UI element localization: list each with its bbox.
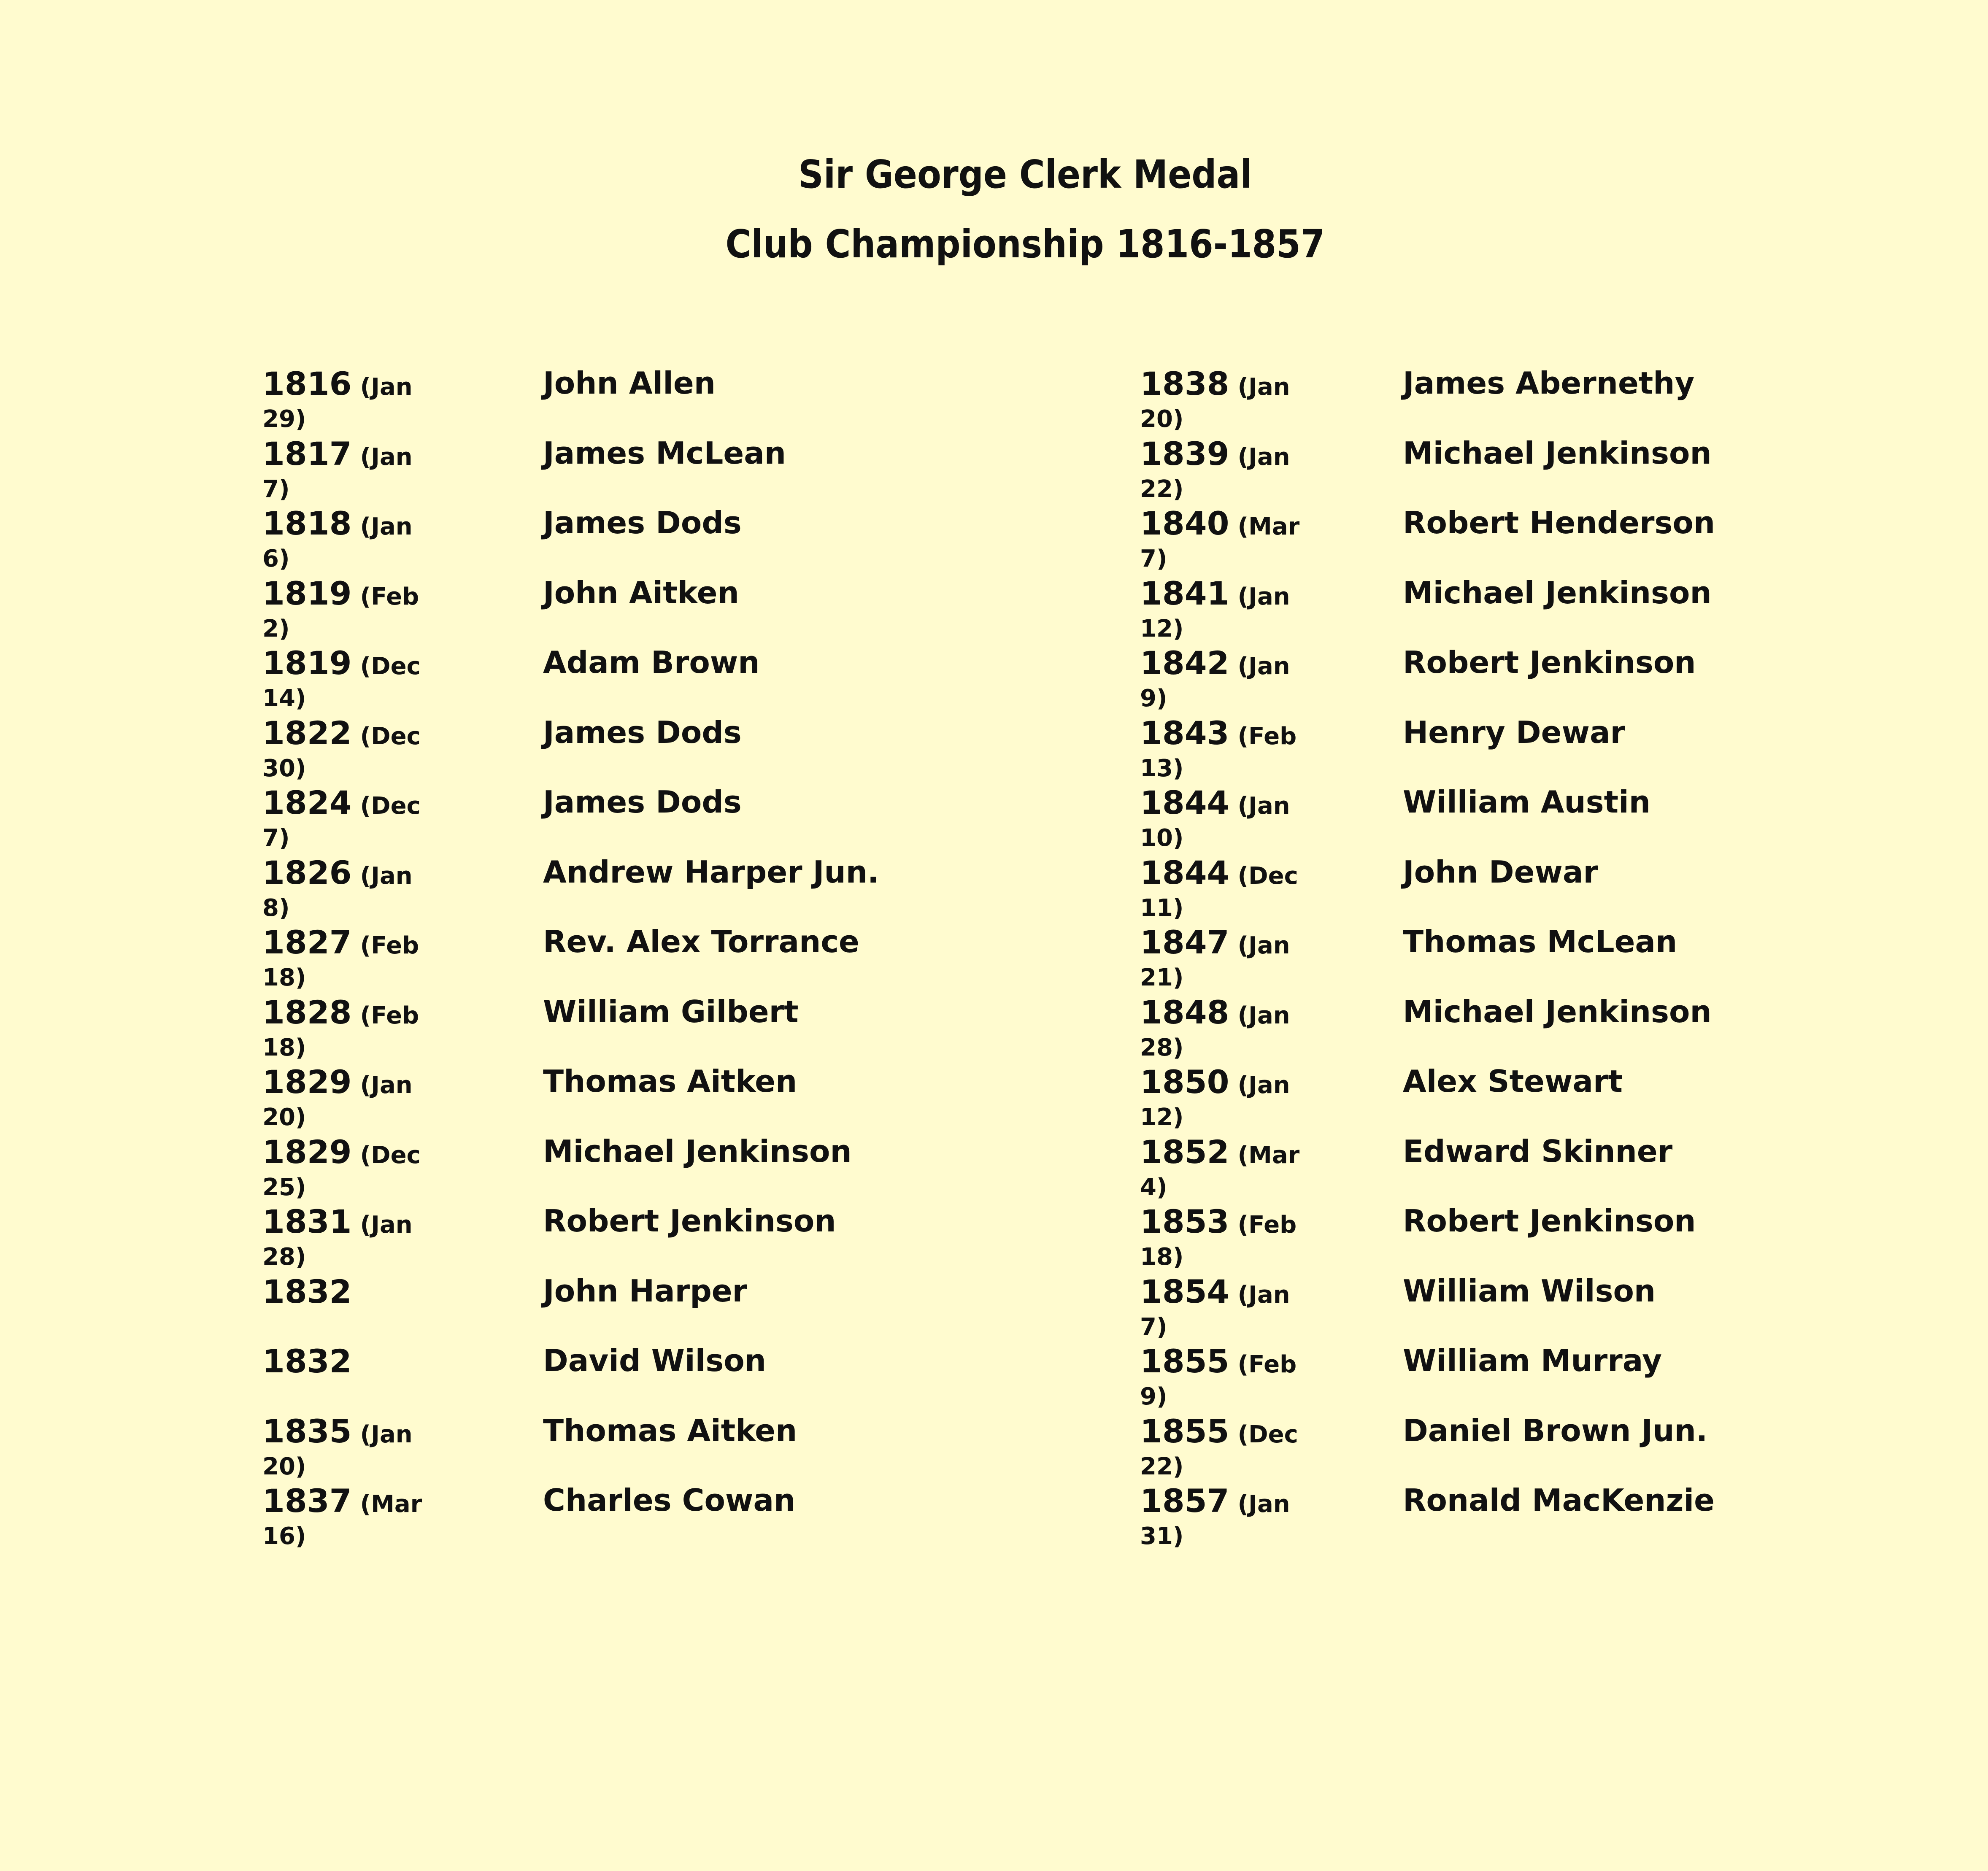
year-text: 1839 [1140,435,1229,472]
year-text: 1847 [1140,923,1229,961]
year-cell [262,505,413,572]
winner-name: Charles Cowan [543,1482,796,1518]
year-cell [1140,1482,1290,1550]
date-text: (Dec 22) [1140,1420,1298,1480]
date-text: (Dec 25) [262,1141,421,1201]
year-text: 1826 [262,853,352,891]
date-text: (Dec 11) [1140,862,1298,922]
year-cell [1140,1272,1290,1341]
year-cell [262,1133,421,1201]
year-cell [262,714,421,782]
year-cell [262,435,413,503]
winner-name: Thomas McLean [1403,924,1677,959]
date-text: (Feb 18) [1140,1211,1297,1271]
date-text: (Mar 4) [1140,1141,1300,1201]
winner-name: Robert Jenkinson [543,1203,836,1239]
year-cell [262,574,419,643]
year-text: 1819 [262,574,352,612]
year-text: 1852 [1140,1133,1229,1171]
year-cell [1140,644,1290,712]
winner-name: Robert Henderson [1403,505,1715,540]
year-text: 1838 [1140,365,1229,402]
winner-name: Thomas Aitken [543,1064,797,1099]
year-cell [262,1342,352,1380]
winner-name: Henry Dewar [1403,714,1626,750]
year-text: 1829 [262,1063,352,1101]
winner-name: James Abernethy [1403,365,1695,401]
year-cell [1140,1412,1298,1480]
year-text: 1832 [262,1272,352,1310]
year-text: 1837 [262,1482,352,1520]
date-text: (Feb 18) [262,1002,419,1061]
winner-name: Thomas Aitken [543,1412,797,1448]
year-cell [1140,993,1290,1061]
date-text: (Jan 20) [1140,373,1290,433]
date-text: (Jan 21) [1140,932,1290,991]
winner-name: John Allen [543,365,716,401]
year-text: 1848 [1140,993,1229,1031]
date-text: (Jan 7) [262,443,413,503]
winner-name: James Dods [543,714,742,750]
date-text: (Mar 16) [262,1490,422,1550]
winner-name: Andrew Harper Jun. [543,854,879,890]
year-cell [1140,1342,1297,1410]
year-cell [262,784,421,852]
date-text: (Jan 20) [262,1420,413,1480]
page-title: Sir George Clerk Medal [798,152,1252,197]
date-text: (Dec 30) [262,722,421,782]
year-cell [1140,574,1290,643]
winner-name: James Dods [543,784,742,820]
year-text: 1831 [262,1203,352,1240]
winner-name: Michael Jenkinson [1403,994,1712,1029]
year-text: 1841 [1140,574,1229,612]
date-text: (Jan 6) [262,513,413,572]
year-cell [262,993,419,1061]
year-text: 1850 [1140,1063,1229,1101]
year-text: 1835 [262,1412,352,1450]
year-text: 1827 [262,923,352,961]
year-text: 1842 [1140,644,1229,682]
year-cell [262,1063,413,1131]
page-subtitle: Club Championship 1816-1857 [725,221,1325,267]
winner-name: Rev. Alex Torrance [543,924,859,959]
year-text: 1824 [262,784,352,821]
year-text: 1822 [262,714,352,752]
year-text: 1855 [1140,1342,1229,1380]
year-text: 1844 [1140,784,1229,821]
year-text: 1832 [262,1342,352,1380]
year-text: 1816 [262,365,352,402]
winner-name: Edward Skinner [1403,1133,1673,1169]
year-text: 1853 [1140,1203,1229,1240]
winner-name: William Murray [1403,1343,1662,1378]
year-text: 1843 [1140,714,1229,752]
year-cell [262,365,413,433]
winner-name: Robert Jenkinson [1403,645,1696,680]
date-text: (Feb 2) [262,583,419,643]
year-cell [1140,714,1297,782]
winner-name: Adam Brown [543,645,760,680]
year-cell [262,1203,413,1271]
year-cell [1140,365,1290,433]
date-text: (Feb 9) [1140,1351,1297,1410]
date-text: (Jan 22) [1140,443,1290,503]
date-text: (Jan 28) [262,1211,413,1271]
winner-name: Robert Jenkinson [1403,1203,1696,1239]
date-text: (Jan 9) [1140,653,1290,712]
winner-name: Michael Jenkinson [543,1133,852,1169]
year-cell [262,853,413,922]
year-cell [262,1482,422,1550]
year-text: 1840 [1140,505,1229,542]
winner-name: Michael Jenkinson [1403,575,1712,610]
year-cell [1140,1063,1290,1131]
year-cell [1140,505,1300,572]
year-cell [1140,1203,1297,1271]
date-text: (Mar 7) [1140,513,1300,572]
date-text: (Dec 7) [262,792,421,852]
year-cell [1140,923,1290,991]
year-text: 1819 [262,644,352,682]
winner-name: David Wilson [543,1343,766,1378]
date-text: (Jan 10) [1140,792,1290,852]
year-text: 1857 [1140,1482,1229,1520]
winner-name: John Harper [543,1273,748,1309]
year-text: 1828 [262,993,352,1031]
year-cell [262,1272,352,1310]
year-text: 1854 [1140,1272,1229,1310]
winner-name: William Austin [1403,784,1651,820]
winner-name: William Gilbert [543,994,799,1029]
year-text: 1829 [262,1133,352,1171]
date-text: (Feb 13) [1140,722,1297,782]
year-cell [1140,435,1290,503]
winner-name: Alex Stewart [1403,1064,1623,1099]
date-text: (Jan 7) [1140,1281,1290,1341]
date-text: (Jan 12) [1140,583,1290,643]
winner-name: William Wilson [1403,1273,1656,1309]
date-text: (Jan 29) [262,373,413,433]
date-text: (Jan 28) [1140,1002,1290,1061]
winner-name: James Dods [543,505,742,540]
year-text: 1855 [1140,1412,1229,1450]
winner-name: John Aitken [543,575,739,610]
year-cell [1140,853,1298,922]
year-cell [1140,784,1290,852]
date-text: (Jan 12) [1140,1072,1290,1131]
winner-name: Daniel Brown Jun. [1403,1412,1708,1448]
date-text: (Jan 20) [262,1072,413,1131]
year-cell [1140,1133,1300,1201]
winner-name: John Dewar [1403,854,1599,890]
year-text: 1844 [1140,853,1229,891]
year-text: 1817 [262,435,352,472]
year-text: 1818 [262,505,352,542]
year-cell [262,923,419,991]
winner-name: Ronald MacKenzie [1403,1482,1715,1518]
date-text: (Dec 14) [262,653,421,712]
date-text: (Jan 8) [262,862,413,922]
date-text: (Jan 31) [1140,1490,1290,1550]
winner-name: Michael Jenkinson [1403,435,1712,471]
date-text: (Feb 18) [262,932,419,991]
year-cell [262,644,421,712]
winner-name: James McLean [543,435,786,471]
year-cell [262,1412,413,1480]
